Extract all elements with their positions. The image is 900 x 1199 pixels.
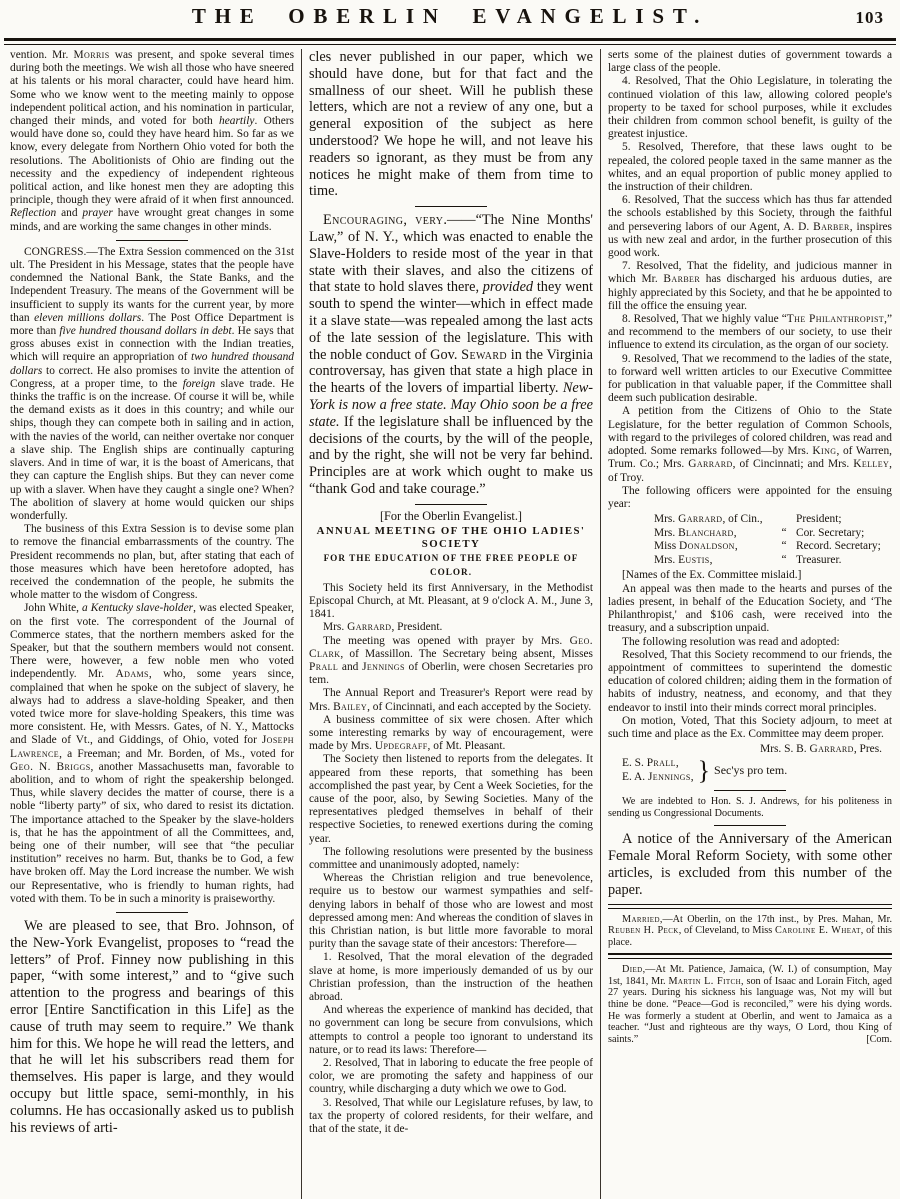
ditto-mark: “ (781, 540, 787, 553)
secretary-name-2: E. A. Jennings, (622, 770, 694, 783)
officer-office: Cor. Secretary; (796, 526, 865, 539)
meeting-paragraph-1: This Society held its first Anniversary, in the Methodist Episcopal Church, at Mt. Pleasant, at 9 o'clock A. M., June 3, 1841. (309, 581, 593, 621)
brace-glyph: } (697, 755, 711, 785)
meeting-whereas-2: And whereas the experience of mankind has decided, that no government can long be secure from convulsions, which attempts to control a people too ignorant to understand its nature, or to read its laws: Therefore— (309, 1004, 593, 1056)
section-divider (116, 240, 188, 241)
married-notice: Married,—At Oberlin, on the 17th inst., by Pres. Mahan, Mr. Reuben H. Peck, of Cleveland, to Miss Caroline E. Wheat, of this place. (608, 913, 892, 948)
page-number: 103 (855, 8, 884, 27)
meeting-paragraph-4: The Annual Report and Treasurer's Report were read by Mrs. Bailey, of Cincinnati, and each accepted by the Society. (309, 687, 593, 713)
officer-tail: , (733, 526, 737, 539)
section-divider (714, 825, 786, 826)
congress-article-paragraph-2: The business of this Extra Session is to devise some plan to remove the financial embarrassments of the country. The President recommends no plan, but, after stating that each of those measures which have been heretofore adopted, has received the condemnation of the people, he submits the whole matter to the wisdom of Congress. (10, 523, 294, 602)
ditto-mark (772, 513, 796, 527)
committee-mislaid-note: [Names of the Ex. Committee mislaid.] (622, 569, 802, 582)
ditto-mark: “ (781, 526, 787, 539)
officers-intro: The following officers were appointed for the ensuing year: (608, 484, 892, 510)
officer-prefix: Mrs. (654, 526, 679, 539)
officer-row (654, 540, 892, 554)
section-divider (415, 206, 487, 207)
annual-meeting-heading: ANNUAL MEETING OF THE OHIO LADIES' SOCIETY (316, 524, 586, 551)
adjourn-paragraph: On motion, Voted, That this Society adjourn, to meet at such time and place as the Ex. Committee may deem proper. (608, 714, 892, 740)
article-attribution: [For the Oberlin Evangelist.] (379, 508, 523, 523)
masthead (0, 0, 900, 36)
officer-name: Donaldson (679, 540, 735, 553)
column-2 (309, 49, 593, 1199)
officer-name: Blanchard (678, 526, 734, 539)
meeting-resolution-6: 6. Resolved, That the success which has thus far attended the schools established by this Society, through the faithful and persevering labors of our Agent, A. D. Barber, inspires us with new zeal and ardor, in the further prosecution of this good work. (608, 194, 892, 260)
officer-tail: , (734, 540, 738, 553)
ditto-mark: “ (781, 553, 787, 566)
section-divider (714, 790, 786, 791)
officer-prefix: Mrs. (654, 553, 679, 566)
meeting-resolution-2: 2. Resolved, That in laboring to educate the free people of color, we are promoting the safety and happiness of our country, while discharging a duty which we owe to God. (309, 1057, 593, 1096)
meeting-resolution-1: 1. Resolved, That the moral elevation of the degraded slave at home, is more imperiously demanded of us by our Christian profession, than the instruction of the heathen abroad. (309, 951, 593, 1004)
resolution-3-continuation: serts some of the plainest duties of government towards a large class of the people. (608, 49, 892, 75)
encouraging-article-paragraph: Encouraging, very.——“The Nine Months' Law,” of N. Y., which was enacted to enable the Slave-Holders to reside most of the year in that state with their slaves, and also the citizens of that state to hold slaves there, provided they went south to spend the winter—which in effect made it a slave state—was repealed among the last acts of the late session of the legislature. This with the noble conduct of Gov. Seward in the Virginia controversay, has given that state a high place in the hearts of the lovers of impartial liberty. New-York is now a free state. May Ohio soon be a free state. If the legislature shall be influenced by the decisions of the courts, by the will of the people, and by the right, she will not be very far behind. Principles are at work which ought to make us “thank God and take courage.” (309, 212, 593, 497)
masthead-rule (4, 38, 896, 45)
meeting-paragraph-2: Mrs. Garrard, President. (323, 621, 443, 634)
double-rule (608, 904, 892, 909)
annual-meeting-subheading: FOR THE EDUCATION OF THE FREE PEOPLE OF COLOR. (323, 553, 579, 577)
died-notice: Died,—At Mt. Patience, Jamaica, (W. I.) of consumption, May 1st, 1841, Mr. Martin L. Fitch, son of Isaac and Lorain Fitch, aged 27 years. During his sickness his language was, Not my will but thine be done. “Peace—God is reconciled,” were his dying words. He was formerly a student at Oberlin, and went to Jamaica as a teacher. “Just and righteous are thy ways, O Lord, thou King of saints.” [Com. (608, 964, 892, 1045)
officer-prefix: Miss (654, 540, 680, 553)
officer-name: Garrard (678, 513, 723, 526)
meeting-resolution-9: 9. Resolved, That we recommend to the ladies of the state, to forward well written articles to our Executive Committee for publication in that valuable paper, if the Committee shall deem such publication desirable. (608, 352, 892, 405)
meeting-resolution-3: 3. Resolved, That while our Legislature refuses, by law, to tax the property of colored residents, for their welfare, and that of the state, it de- (309, 1096, 593, 1136)
officer-row (654, 527, 892, 541)
secretary-name-1: E. S. Prall, (622, 757, 679, 770)
meeting-paragraph-6: The Society then listened to reports from the delegates. It appeared from these reports, that something has been accomplished the past year, by Cent a Week Societies, for the cause of the poor, also, by Sewing Societies. Many of the representatives pledged themselves in behalf of their respective Societies, to renewed exertions during the coming year. (309, 753, 593, 845)
meeting-resolution-4: 4. Resolved, That the Ohio Legislature, in tolerating the continued violation of this law, allowing colored people's property to be taxed for school purposes, while it excludes their children from common school benefit, is guilty of the greatest injustice. (608, 75, 892, 141)
officer-row (654, 513, 892, 527)
meeting-whereas-1: Whereas the Christian religion and true benevolence, require us to bestow our warmest sympathies and self-denying labors in behalf of those who are lowest and most depressed among men: And whereas the condition of slaves in this Christian nation, is but little more favorable to moral purity than the savage state of their ancestors: Therefore— (309, 872, 593, 951)
petition-paragraph: A petition from the Citizens of Ohio to the State Legislature, for the better regulation of Common Schools, with regard to the privileges of colored children, was read and adopted. Some remarks followed—by Mrs. King, of Warren, Trum. Co.; Mrs. Garrard, of Cincinnati; and Mrs. Kelley, of Troy. (608, 405, 892, 484)
officer-office: President; (796, 513, 842, 526)
officer-tail: , of Cin., (722, 513, 763, 526)
officer-tail: , (709, 553, 713, 566)
meeting-resolution-8: 8. Resolved, That we highly value “The Philanthropist,” and recommend to the members of our society, to use their influence to extend its circulation, as the organ of our society. (608, 313, 892, 352)
johnson-article-continuation: cles never published in our paper, which we should have done, but for that fact and the smallness of our sheet. Will he publish these letters, which are not a review of any one, but a general exposition of the subject as here understood? We hope he will, and not leave his readers so ignorant, as they must be from any notices he might make of them from time to time. (309, 49, 593, 200)
column-rule (301, 49, 302, 1199)
secretaries-signature (622, 757, 892, 784)
double-rule (608, 953, 892, 959)
meeting-paragraph-3: The meeting was opened with prayer by Mrs. Geo. Clark, of Massillon. The Secretary being absent, Misses Prall and Jennings of Oberlin, were chosen Secretaries pro tem. (309, 634, 593, 687)
convention-article-continuation: vention. Mr. Morris was present, and spoke several times during both the meetings. We wish all those who have sneered at his talents or his moral character, could have heard him. Some who we know went to the meeting mainly to oppose independent political action, and his nomination in particular, changed their minds, and voted for both heartily. Others would have done so, could they have heard him. So far as we know, every delegate from Northern Ohio voted for both the resolutions. The Abolitionists of Ohio are finding out the necessity and the expediency of independent righteous political action, and like honest men they are adopting this principle, though they were afraid of it when first announced. Reflection and prayer have wrought great changes in some minds, and are working the same changes in other minds. (10, 49, 294, 233)
society-resolution: Resolved, That this Society recommend to our friends, the appointment of committees to superintend the domestic education of colored children; aiding them in the formation of habits of industry, neatness, and economy, and that they endeavor to instil into their minds correct moral principles. (608, 648, 892, 714)
section-divider (415, 504, 487, 505)
congress-article-paragraph-1: CONGRESS.—The Extra Session commenced on the 31st ult. The President in his Message, states that the people have condemned the National Bank, the State Banks, and the Independent Treasury. The means of the Government will be insufficient to supply its wants for the current year, by more than eleven millions dollars. The Post Office Department is more than five hundred thousand dollars in debt. He says that gross abuses exist in connection with the Indian treaties, which will require an appropriation of two hundred thousand dollars to correct. He also promises to invite the attention of Congress, at a proper time, to the foreign slave trade. He thinks the traffic is on the increase. Of course it will be, while the demand exists as it does in this country; and while our ships, though they can compete both in sailing and in action, with the navies of the world, can neither overtake nor conquer a slave ship. The English ships are continually capturing slavers. And in time of war, it is the boast of Americans, that they can capture the English ships. But they can never come up with a slaver. When have they caught a single one? When? The abolition of slavery at home would quicken our ships wonderfully. (10, 245, 294, 522)
officer-prefix: Mrs. (654, 513, 679, 526)
officer-office: Treasurer. (796, 553, 842, 566)
meeting-resolution-5: 5. Resolved, Therefore, that these laws ought to be repealed, the colored people taxed in the same manner as the whites, and an equal proportion of public money applied to the instruction of their children. (608, 141, 892, 194)
appeal-paragraph: An appeal was then made to the hearts and purses of the ladies present, in behalf of the Education Society, and ‘The Philanthropist,' and $106 cash, were received into the treasury, and a subscription unpaid. (608, 582, 892, 635)
congress-article-paragraph-3: John White, a Kentucky slave-holder, was elected Speaker, on the first vote. The correspondent of the Journal of Commerce states, that the northern members asked for the Speaker, but that the southern members would not consent. There were, however, a few noble men who voted independently. Mr. Adams, who, some years since, complained that when he spoke on the subject of slavery, he always had to address a slave-holding Speaker, and then voted twice more for slave-holding Speakers, this time was more consistent. He, with Messrs. Gates, of N. Y., Mattocks and Slade of Vt., and Giddings, of Ohio, voted for Joseph Lawrence, a Freeman; and Mr. Borden, of Ms., voted for Geo. N. Briggs, another Massachusetts man, favorable to abolition, and to whom of right the speakership belonged. Thus, while slavery decides the matter of course, there is a noble “liberty party” of six, who dared to resist its dictation. The importance attached to the Speaker by the slave-holders is, that he has the appointment of all the Committees, and, being one of their number, will see that “the peculiar institution” receives no harm. But, thanks be to God, a few have broken off. May the Lord increase the number. We wish our Representative, who is friendly to human rights, had voted with them. To be in such a minority is praiseworthy. (10, 602, 294, 905)
column-3 (608, 49, 892, 1199)
section-divider (116, 912, 188, 913)
officer-name: Eustis (678, 553, 710, 566)
secretaries-label: Sec'ys pro tem. (714, 763, 788, 778)
column-1 (10, 49, 294, 1199)
johnson-article-paragraph: We are pleased to see, that Bro. Johnson, of the New-York Evangelist, proposes to “read the letters” of Prof. Finney now publishing in this paper, “with some interest,” and to “give such attention to the progress and bearings of this error [Entire Sanctification in this Life] as the cause of truth may seem to require.” We thank him for this. We hope he will read the letters, and that he will let his subscribers read them for themselves. His paper is large, and they would occupy but little space, semi-monthly, in his columns. He has occasionally asked us to publish his reviews of arti- (10, 918, 294, 1136)
resolution-intro: The following resolution was read and adopted: (622, 635, 840, 648)
excluded-notice-paragraph: A notice of the Anniversary of the American Female Moral Reform Society, with some other articles, is excluded from this number of the paper. (608, 831, 892, 898)
officer-row (654, 554, 892, 568)
officer-office: Record. Secretary; (796, 540, 881, 553)
president-signature: Mrs. S. B. Garrard, Pres. (760, 743, 882, 756)
columns-container (0, 45, 900, 1199)
meeting-paragraph-7: The following resolutions were presented by the business committee and unanimously adopted, namely: (309, 845, 593, 871)
newspaper-title: THE OBERLIN EVANGELIST. (191, 4, 709, 28)
indebted-note: We are indebted to Hon. S. J. Andrews, for his politeness in sending us Congressional Documents. (608, 796, 892, 819)
meeting-resolution-7: 7. Resolved, That the fidelity, and judicious manner in which Mr. Barber has discharged his arduous duties, are highly appreciated by this Society, and that he be appointed to fill the office the ensuing year. (608, 260, 892, 312)
column-rule (600, 49, 601, 1199)
meeting-paragraph-5: A business committee of six were chosen. After which some interesting remarks by way of encouragement, were made by Mrs. Updegraff, of Mt. Pleasant. (309, 713, 593, 753)
officers-list (654, 513, 892, 567)
